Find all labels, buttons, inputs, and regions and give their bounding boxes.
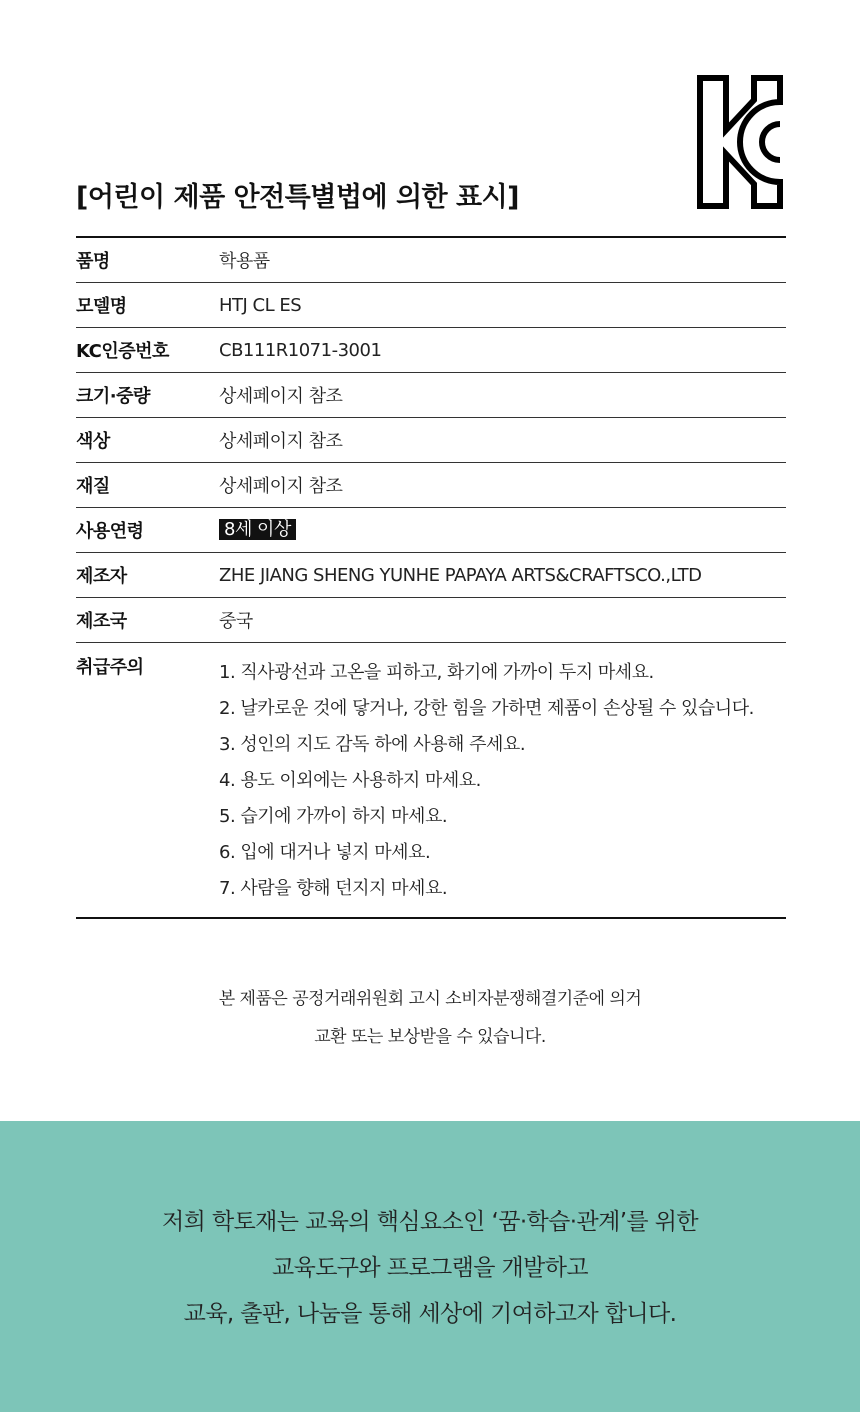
list-item: 7. 사람을 향해 던지지 마세요. xyxy=(219,878,448,899)
notice-line: 본 제품은 공정거래위원회 고시 소비자분쟁해결기준에 의거 xyxy=(218,989,642,1009)
list-item: 4. 용도 이외에는 사용하지 마세요. xyxy=(219,770,481,791)
page-title: [어린이 제품 안전특별법에 의한 표시] xyxy=(76,182,520,213)
list-item: 2. 날카로운 것에 닿거나, 강한 힘을 가하면 제품이 손상될 수 있습니다. xyxy=(219,698,754,719)
caution-list xyxy=(219,655,754,907)
table-row xyxy=(76,598,786,643)
footer-message xyxy=(0,1199,860,1337)
row-value: ZHE JIANG SHENG YUNHE PAPAYA ARTS&CRAFTSCO.,LTD xyxy=(219,564,702,586)
row-value: HTJ CL ES xyxy=(219,294,302,316)
row-label: 재질 xyxy=(76,476,110,497)
row-label: 크기·중량 xyxy=(76,386,150,407)
row-value: 상세페이지 참조 xyxy=(219,386,343,407)
table-row xyxy=(76,463,786,508)
row-value: 상세페이지 참조 xyxy=(219,476,343,497)
product-info-table xyxy=(76,236,786,919)
table-row xyxy=(76,283,786,328)
age-badge: 8세 이상 xyxy=(219,519,296,540)
footer-line: 저희 학토재는 교육의 핵심요소인 ‘꿈·학습·관계’를 위한 xyxy=(162,1209,698,1235)
footer-banner xyxy=(0,1121,860,1412)
list-item: 3. 성인의 지도 감독 하에 사용해 주세요. xyxy=(219,734,526,755)
footer-line: 교육도구와 프로그램을 개발하고 xyxy=(271,1255,589,1281)
row-value: CB111R1071-3001 xyxy=(219,339,382,361)
row-value: 상세페이지 참조 xyxy=(219,431,343,452)
table-row xyxy=(76,373,786,418)
table-row xyxy=(76,418,786,463)
row-value: 학용품 xyxy=(219,251,270,272)
footer-line: 교육, 출판, 나눔을 통해 세상에 기여하고자 합니다. xyxy=(183,1301,677,1327)
kc-mark-icon xyxy=(696,74,784,210)
row-label: 제조국 xyxy=(76,611,127,632)
table-row xyxy=(76,328,786,373)
row-label: 사용연령 xyxy=(76,521,144,542)
exchange-notice xyxy=(0,980,860,1056)
row-value: 중국 xyxy=(219,611,253,632)
table-row xyxy=(76,553,786,598)
list-item: 6. 입에 대거나 넣지 마세요. xyxy=(219,842,431,863)
row-label: 색상 xyxy=(76,431,110,452)
row-label: 취급주의 xyxy=(76,657,144,678)
row-label: KC인증번호 xyxy=(76,341,169,362)
row-label: 모델명 xyxy=(76,296,127,317)
list-item: 5. 습기에 가까이 하지 마세요. xyxy=(219,806,448,827)
notice-line: 교환 또는 보상받을 수 있습니다. xyxy=(314,1027,546,1047)
table-row xyxy=(76,508,786,553)
row-label: 품명 xyxy=(76,251,110,272)
row-label: 제조자 xyxy=(76,566,127,587)
list-item: 1. 직사광선과 고온을 피하고, 화기에 가까이 두지 마세요. xyxy=(219,662,654,683)
table-row xyxy=(76,238,786,283)
table-row-cautions xyxy=(76,643,786,917)
